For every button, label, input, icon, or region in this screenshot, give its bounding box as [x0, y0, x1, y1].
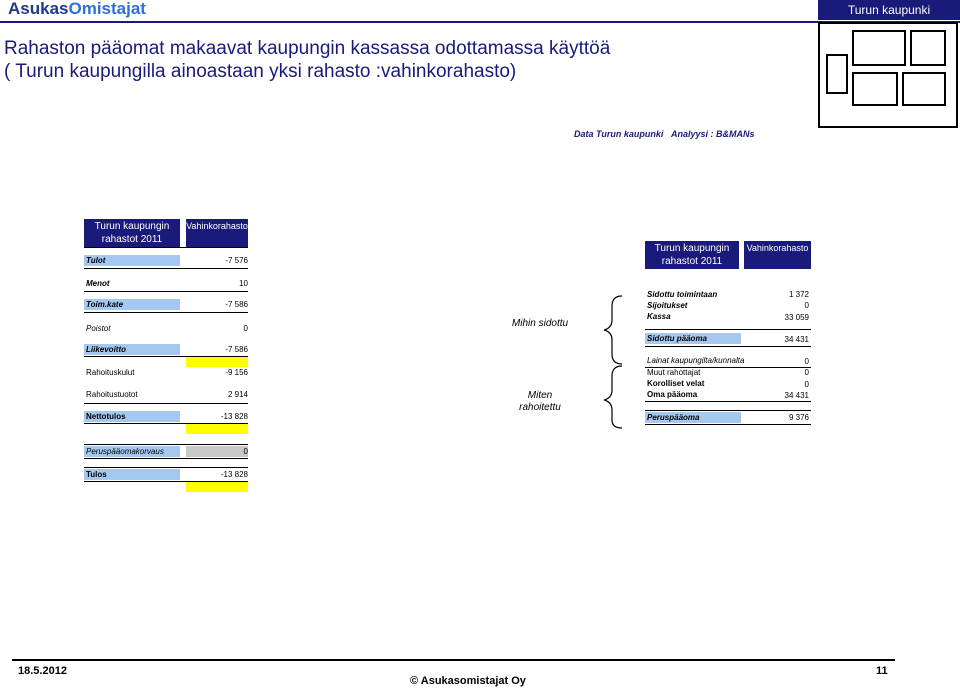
row-value-sijoitukset: 0 — [804, 301, 809, 310]
row-value-menot: 10 — [239, 279, 248, 288]
row-value-tulot: -7 576 — [225, 256, 248, 265]
thumbnail-shape — [902, 72, 946, 106]
row-label-menot: Menot — [86, 279, 110, 288]
brace-upper — [604, 296, 622, 364]
row-value-liikevoitto: -7 586 — [225, 345, 248, 354]
logo — [8, 0, 146, 19]
yellow-marker — [186, 424, 248, 434]
footer-page-number: 11 — [876, 665, 888, 677]
thumbnail-shape — [852, 72, 898, 106]
left-header-vahinkorahasto: Vahinkorahasto — [186, 219, 248, 247]
divider — [84, 458, 248, 459]
row-label-oma-paaoma: Oma pääoma — [647, 390, 698, 399]
source-data: Data Turun kaupunki — [574, 129, 664, 139]
divider — [84, 247, 248, 248]
right-header-vahinkorahasto: Vahinkorahasto — [744, 241, 811, 269]
row-value-lainat: 0 — [804, 357, 809, 366]
divider — [84, 467, 248, 468]
divider — [84, 291, 248, 292]
row-label-poistot: Poistot — [86, 324, 111, 333]
row-value-kassa: 33 059 — [784, 313, 809, 322]
row-value-rahoitustuotot: 2 914 — [227, 390, 248, 399]
title-line-1: Rahaston pääomat makaavat kaupungin kassassa odottamassa käyttöä — [4, 38, 611, 59]
label-mihin-sidottu: Mihin sidottu — [511, 318, 569, 329]
row-label-peruspaaoma: Peruspääoma — [647, 413, 700, 422]
row-label-rahoitustuotot: Rahoitustuotot — [86, 390, 138, 399]
brace-lower — [604, 366, 622, 428]
row-label-sidottu-paaoma: Sidottu pääoma — [647, 334, 708, 343]
left-header-rahastot: Turun kaupungin rahastot 2011 — [84, 219, 180, 247]
footer-copyright: © Asukasomistajat Oy — [410, 675, 526, 687]
divider — [645, 424, 811, 425]
row-label-peruspaaomakorvaus: Peruspääomakorvaus — [86, 447, 164, 456]
row-label-liikevoitto: Liikevoitto — [86, 345, 127, 354]
label-miten-rahoitettu: Miten rahoitettu — [519, 390, 561, 413]
divider — [645, 329, 811, 330]
thumbnail-shape — [910, 30, 946, 66]
yellow-marker — [186, 482, 248, 492]
title-line-2: ( Turun kaupungilla ainoastaan yksi rahasto :vahinkorahasto) — [4, 61, 517, 82]
header-rule — [0, 21, 960, 23]
row-value-korolliset: 0 — [804, 380, 809, 389]
logo-part-2: Omistajat — [68, 0, 146, 18]
slide-thumbnail[interactable] — [818, 22, 958, 128]
braces — [598, 290, 628, 430]
footer-rule — [12, 659, 895, 661]
row-value-toimkate: -7 586 — [225, 300, 248, 309]
row-value-rahoituskulut: -9 156 — [225, 368, 248, 377]
divider — [645, 410, 811, 411]
divider — [84, 444, 248, 445]
row-value-peruspaaoma: 9 376 — [788, 413, 809, 422]
row-value-oma-paaoma: 34 431 — [784, 391, 809, 400]
row-label-tulot: Tulot — [86, 256, 106, 265]
row-value-sidottu-paaoma: 34 431 — [784, 335, 809, 344]
city-button[interactable]: Turun kaupunki — [818, 0, 960, 20]
row-label-rahoituskulut: Rahoituskulut — [86, 368, 135, 377]
logo-part-1: Asukas — [8, 0, 69, 18]
row-label-lainat: Lainat kaupungilta/kunnalta — [647, 356, 745, 365]
row-value-nettotulos: -13 828 — [220, 412, 248, 421]
row-value-sidottu-toimintaan: 1 372 — [788, 290, 809, 299]
row-value-muut: 0 — [804, 368, 809, 377]
divider — [645, 401, 811, 402]
row-label-korolliset: Korolliset velat — [647, 379, 705, 388]
footer-date: 18.5.2012 — [18, 665, 67, 677]
row-value-poistot: 0 — [243, 324, 248, 333]
row-label-nettotulos: Nettotulos — [86, 412, 126, 421]
row-label-kassa: Kassa — [647, 312, 671, 321]
divider — [84, 268, 248, 269]
row-value-peruspaaomakorvaus: 0 — [243, 447, 248, 456]
divider — [84, 403, 248, 404]
source-analysis: Analyysi : B&MANs — [671, 129, 755, 139]
row-value-tulos: -13 828 — [220, 470, 248, 479]
divider — [645, 346, 811, 347]
thumbnail-shape — [826, 54, 848, 94]
row-label-muut: Muut rahottajat — [647, 368, 701, 377]
page-title — [4, 37, 610, 83]
row-label-sidottu-toimintaan: Sidottu toimintaan — [647, 290, 718, 299]
right-header-rahastot: Turun kaupungin rahastot 2011 — [645, 241, 739, 269]
row-label-sijoitukset: Sijoitukset — [647, 301, 688, 310]
divider — [84, 312, 248, 313]
row-label-toimkate: Toim.kate — [86, 300, 124, 309]
yellow-marker — [186, 357, 248, 367]
row-label-tulos: Tulos — [86, 470, 107, 479]
thumbnail-shape — [852, 30, 906, 66]
